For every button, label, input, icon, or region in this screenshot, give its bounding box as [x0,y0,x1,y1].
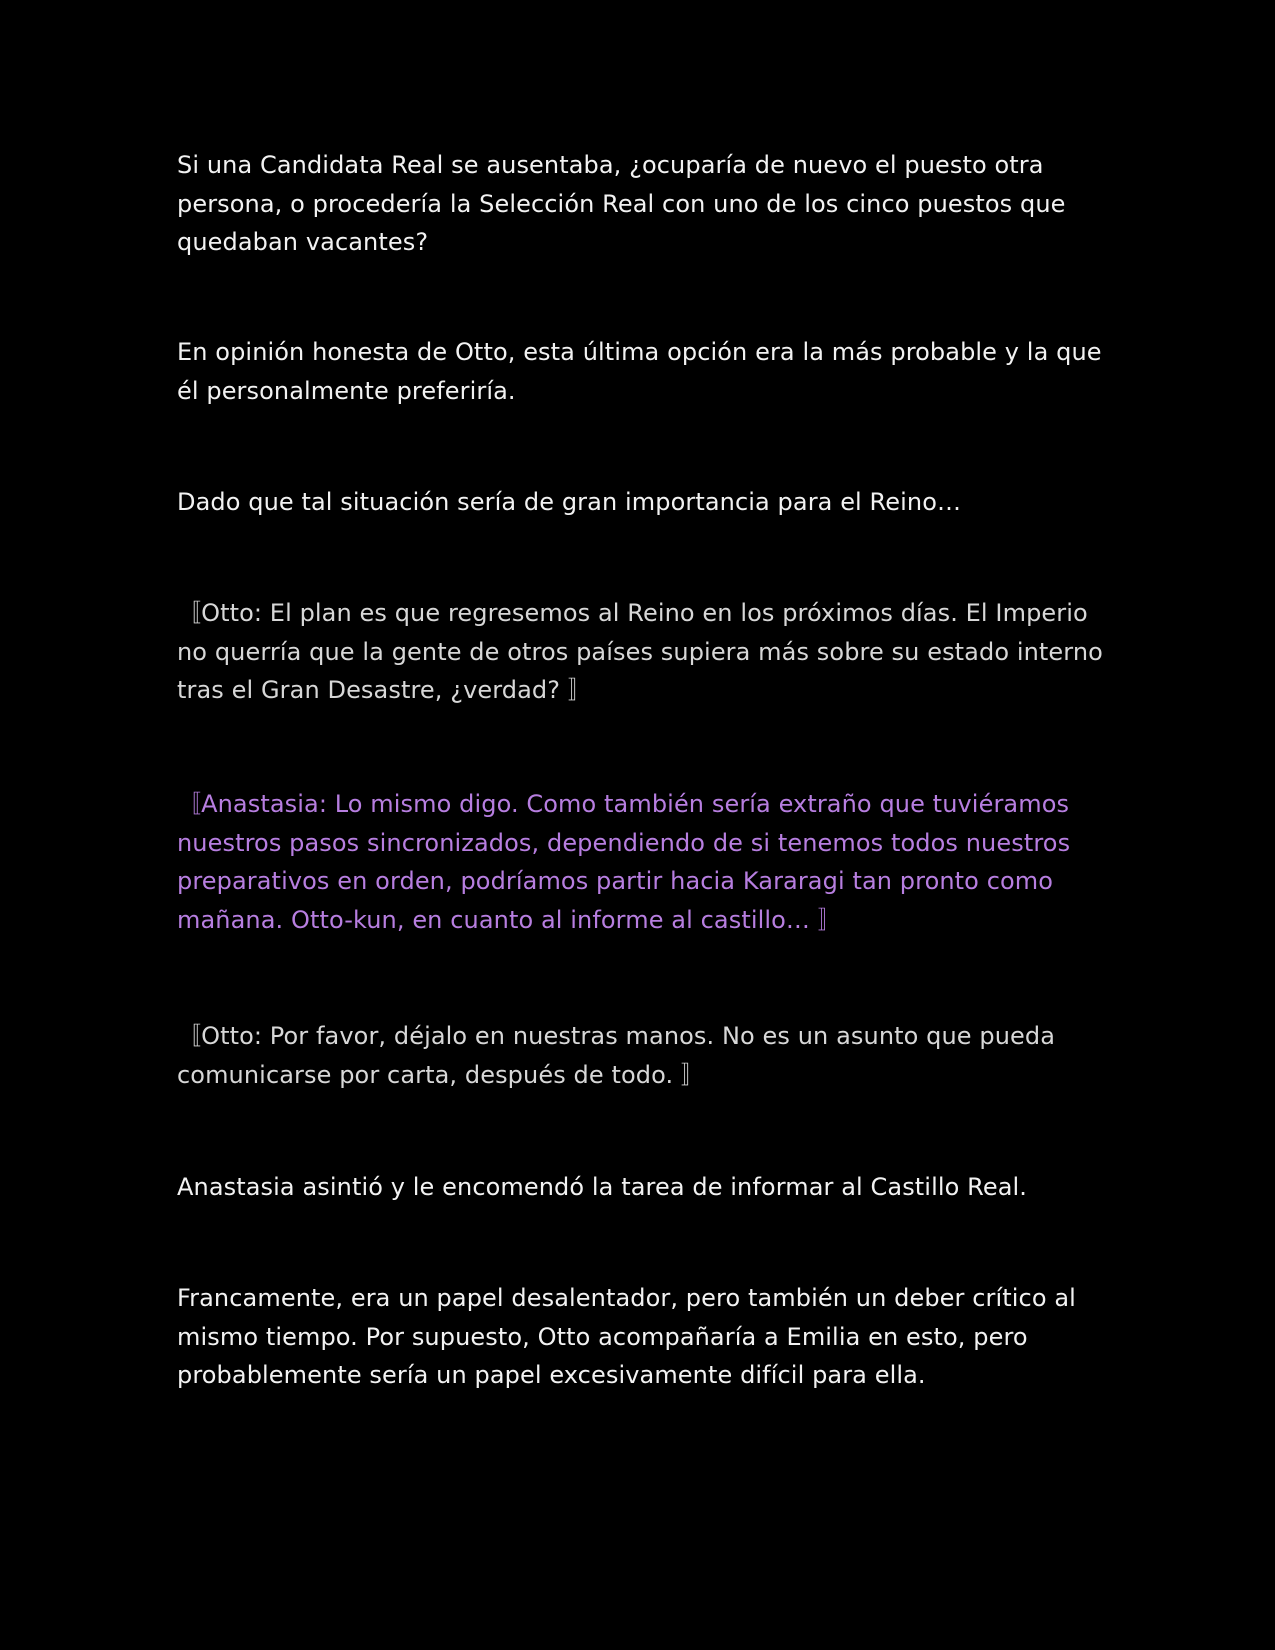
narration-paragraph-1: Si una Candidata Real se ausentaba, ¿ocuparía de nuevo el puesto otra persona, o procedería la Selección Real con uno de los cinco puestos que quedaban vacantes? [177,151,1066,256]
dialog-otto-1: 〚Otto: El plan es que regresemos al Reino en los próximos días. El Imperio no querría que la gente de otros países supiera más sobre su estado interno tras el Gran Desastre, ¿verdad? 〛 [177,599,1103,704]
narration-paragraph-3: Dado que tal situación sería de gran importancia para el Reino… [177,488,962,516]
dialog-otto-2: 〚Otto: Por favor, déjalo en nuestras manos. No es un asunto que pueda comunicarse por carta, después de todo. 〛 [177,1022,1056,1089]
dialog-anastasia-1: 〚Anastasia: Lo mismo digo. Como también sería extraño que tuviéramos nuestros pasos sincronizados, dependiendo de si tenemos todos nuestros preparativos en orden, podríamos partir hacia Kararagi tan pronto como mañana. Otto-kun, en cuanto al informe al castillo… 〛 [177,790,1071,934]
narration-paragraph-2: En opinión honesta de Otto, esta última opción era la más probable y la que él personalmente preferiría. [177,338,1102,405]
narration-paragraph-5: Francamente, era un papel desalentador, pero también un deber crítico al mismo tiempo. Por supuesto, Otto acompañaría a Emilia en esto, pero probablemente sería un papel excesivamente difícil para ella. [177,1284,1076,1389]
narration-paragraph-4: Anastasia asintió y le encomendó la tarea de informar al Castillo Real. [177,1173,1027,1201]
